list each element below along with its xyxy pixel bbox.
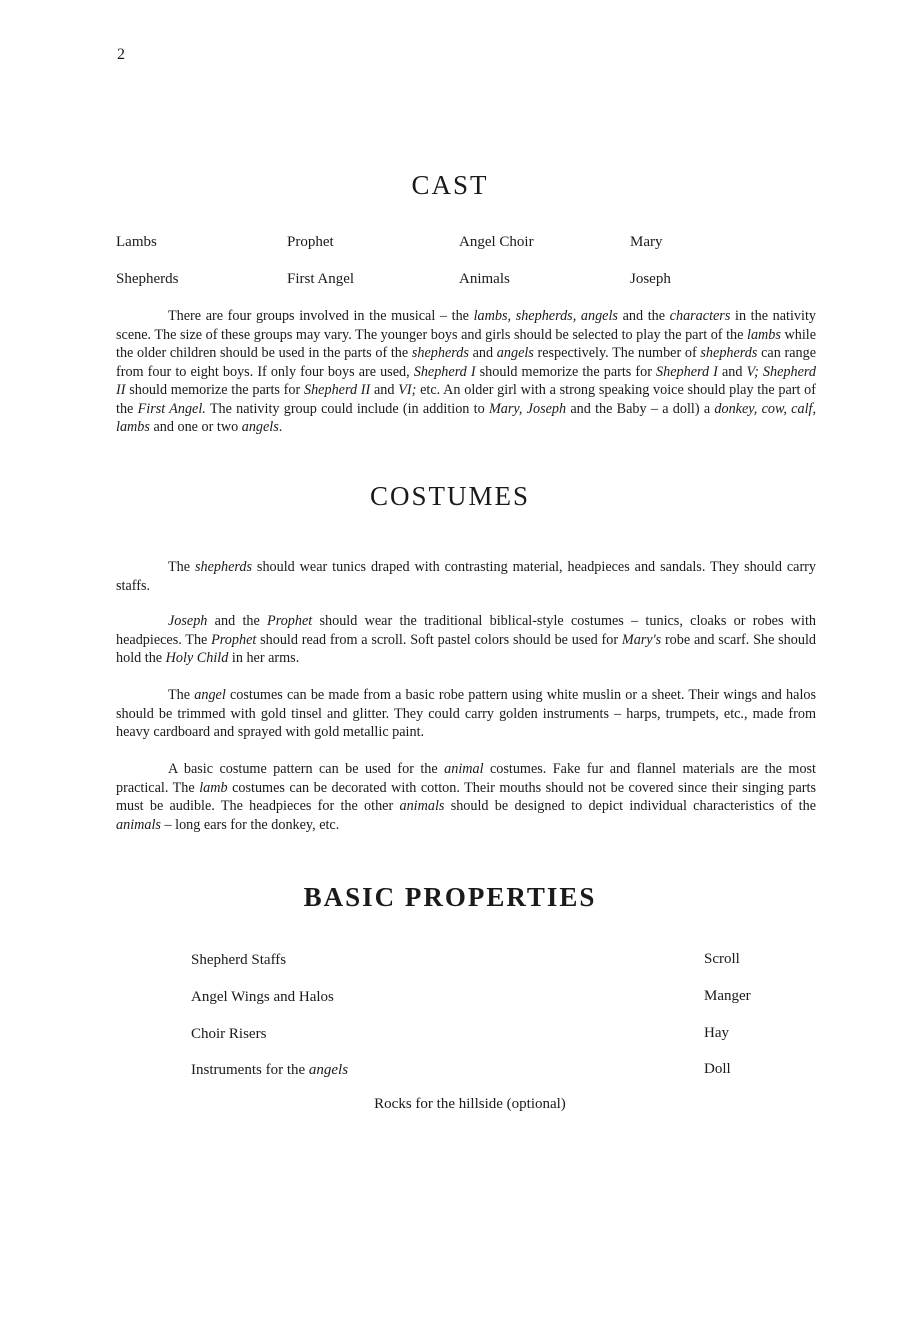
property-instruments: Instruments for the angels — [191, 1062, 349, 1078]
cast-angel-choir: Angel Choir — [459, 234, 534, 250]
costumes-heading: COSTUMES — [369, 481, 531, 511]
property-scroll: Scroll — [704, 951, 740, 967]
property-doll: Doll — [704, 1061, 731, 1077]
page-number: 2 — [117, 46, 125, 63]
cast-mary: Mary — [630, 234, 663, 250]
costumes-paragraph-angels: The angel costumes can be made from a basic robe pattern using white muslin or a sheet. Their wings and halos should be trimmed with gold tinsel and glitter. They could carry golden instruments – harps, trumpets, etc., made from heavy cardboard and sprayed with gold metallic paint. — [116, 687, 816, 740]
costumes-paragraph-shepherds: The shepherds should wear tunics draped with contrasting material, headpieces and sandals. They should carry staffs. — [116, 559, 817, 594]
costumes-paragraph-animals: A basic costume pattern can be used for the animal costumes. Fake fur and flannel materials are the most practical. The lamb costumes can be decorated with cotton. Their mouths should not be covered since their singing parts must be audible. The headpieces for the other animals should be designed to depict individual characteristics of the animals – long ears for the donkey, etc. — [116, 761, 816, 833]
cast-prophet: Prophet — [287, 234, 334, 250]
property-rocks: Rocks for the hillside (optional) — [374, 1096, 566, 1112]
property-hay: Hay — [704, 1025, 729, 1041]
cast-heading: CAST — [411, 170, 489, 200]
cast-shepherds: Shepherds — [116, 271, 179, 287]
cast-lambs: Lambs — [116, 234, 157, 250]
property-choir-risers: Choir Risers — [191, 1026, 267, 1042]
property-angel-wings: Angel Wings and Halos — [191, 989, 334, 1005]
cast-first-angel: First Angel — [287, 271, 355, 287]
cast-animals: Animals — [459, 271, 510, 287]
property-manger: Manger — [704, 988, 751, 1004]
properties-heading: BASIC PROPERTIES — [303, 882, 597, 912]
property-shepherd-staffs: Shepherd Staffs — [191, 952, 287, 968]
costumes-paragraph-joseph-prophet: Joseph and the Prophet should wear the traditional biblical-style costumes – tunics, cloaks or robes with headpieces. The Prophet should read from a scroll. Soft pastel colors should be used for Mary's robe and scarf. She should hold the Holy Child in her arms. — [116, 613, 816, 666]
cast-paragraph: There are four groups involved in the musical – the lambs, shepherds, angels and the characters in the nativity scene. The size of these groups may vary. The younger boys and girls should be selected to play the part of the lambs while the older children should be used in the parts of the shepherds and angels respectively. The number of shepherds can range from four to eight boys. If only four boys are used, Shepherd I should memorize the parts for Shepherd I and V; Shepherd II should memorize the parts for Shepherd II and VI; etc. An older girl with a strong speaking voice should play the part of the First Angel. The nativity group could include (in addition to Mary, Joseph and the Baby – a doll) a donkey, cow, calf, lambs and one or two angels. — [116, 308, 817, 435]
cast-joseph: Joseph — [630, 271, 671, 287]
